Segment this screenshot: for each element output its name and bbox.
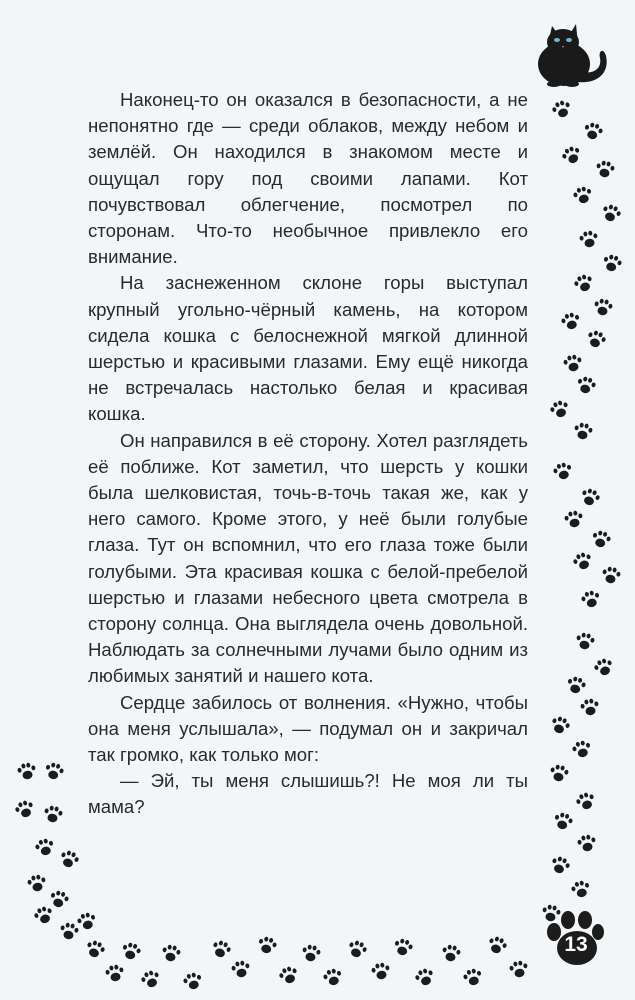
paw-print-icon	[576, 485, 604, 511]
paw-print-icon	[569, 737, 595, 762]
black-cat-icon	[518, 4, 614, 88]
paw-print-icon	[275, 963, 303, 989]
paw-print-icon	[574, 832, 599, 856]
paw-print-icon	[32, 835, 58, 860]
page-number-badge	[543, 910, 605, 972]
paw-print-icon	[572, 789, 600, 815]
paw-print-icon	[570, 420, 595, 444]
paw-print-icon	[180, 969, 206, 994]
paw-print-icon	[577, 696, 602, 720]
paw-print-icon	[550, 459, 576, 484]
paw-print-icon	[81, 937, 109, 963]
paw-print-icon	[569, 549, 597, 575]
paw-print-icon	[546, 397, 574, 423]
paw-print-icon	[102, 962, 127, 986]
paw-print-icon	[599, 251, 625, 276]
paw-print-icon	[546, 762, 571, 786]
paw-print-icon	[438, 942, 463, 966]
paw-print-icon	[597, 201, 625, 227]
paw-print-icon	[582, 327, 610, 353]
paw-print-icon	[343, 937, 371, 963]
paw-print-icon	[576, 228, 601, 252]
paw-print-icon	[570, 271, 598, 297]
paragraph-4: Сердце забилось от волнения. «Нужно, чтобы она меня услышала», — подумал он и закричал так громко, как только мог:	[88, 691, 528, 766]
paw-print-icon	[546, 713, 574, 739]
paw-print-icon	[598, 564, 623, 588]
paw-print-icon	[570, 183, 596, 208]
paragraph-3: Он направился в её сторону. Хотел разглядеть её поближе. Кот заметил, что шерсть у кошки была шелковистая, точь-в-точь такая же, как у него самого. Кроме этого, у неё были голубые глаза. Тут он вспомнил, что его глаза тоже были голубыми. Эта красивая кошка с белой-пребелой шерстью и глазами небесного цвета смотрела в сторону солнца. Она выглядела очень довольной. Наблюдать за солнечными лучами было одним из любимых занятий и нашего кота.	[88, 429, 528, 687]
paw-print-icon	[40, 803, 65, 827]
paw-print-icon	[558, 142, 586, 169]
paragraph-2: На заснеженном склоне горы выступал крупный угольно-чёрный камень, на котором сидела кошка с белоснежной мягкой длинной шерстью и красивыми глазами. Ему ещё никогда не встречалась настолько белая и красивая кошка.	[88, 272, 528, 425]
paragraph-1: Наконец-то он оказался в безопасности, а не непонятно где — среди облаков, между небом и землёй. Он находился в знакомом месте и ощущал гору под своими лапами. Кот почувствовал облегчение, посмотрел по сторонам. Что-то необычное привлекло его внимание.	[88, 89, 528, 268]
paw-print-icon	[254, 933, 280, 958]
paw-print-icon	[548, 97, 576, 123]
paw-print-icon	[74, 909, 100, 934]
paw-print-icon	[207, 937, 235, 963]
paw-print-icon	[411, 965, 439, 991]
paw-print-icon	[561, 508, 586, 532]
paw-print-icon	[368, 960, 393, 984]
paw-print-icon	[228, 958, 253, 982]
paw-print-icon	[24, 872, 49, 896]
paw-print-icon	[483, 933, 511, 959]
page-number: 13	[564, 933, 588, 956]
paw-print-icon	[546, 853, 574, 879]
paw-print-icon	[298, 942, 323, 966]
paw-print-icon	[158, 942, 183, 966]
paw-print-icon	[568, 877, 594, 902]
paw-print-icon	[11, 797, 39, 823]
paw-print-icon	[580, 119, 606, 144]
paw-print-icon	[14, 760, 39, 784]
paw-print-icon	[588, 527, 614, 552]
paw-print-icon	[137, 967, 165, 993]
paw-print-icon	[118, 939, 144, 964]
paw-print-icon	[320, 965, 346, 990]
paw-print-icon	[550, 809, 576, 834]
paw-print-icon	[558, 309, 584, 334]
paw-print-icon	[560, 352, 585, 376]
paw-print-icon	[55, 847, 83, 873]
paw-print-icon	[563, 673, 589, 698]
paw-print-icon	[592, 158, 617, 182]
paw-print-icon	[390, 935, 416, 960]
paw-print-icon	[572, 630, 597, 654]
paw-print-icon	[506, 958, 531, 982]
paw-print-icon	[590, 296, 615, 320]
paw-print-icon	[573, 373, 599, 398]
paw-print-icon	[590, 655, 618, 681]
paw-print-icon	[41, 759, 67, 784]
paragraph-5-dialogue: — Эй, ты меня слышишь?! Не моя ли ты мама?	[88, 770, 528, 818]
story-text	[88, 87, 528, 821]
paw-print-icon	[460, 965, 486, 990]
paw-print-icon	[578, 587, 604, 612]
